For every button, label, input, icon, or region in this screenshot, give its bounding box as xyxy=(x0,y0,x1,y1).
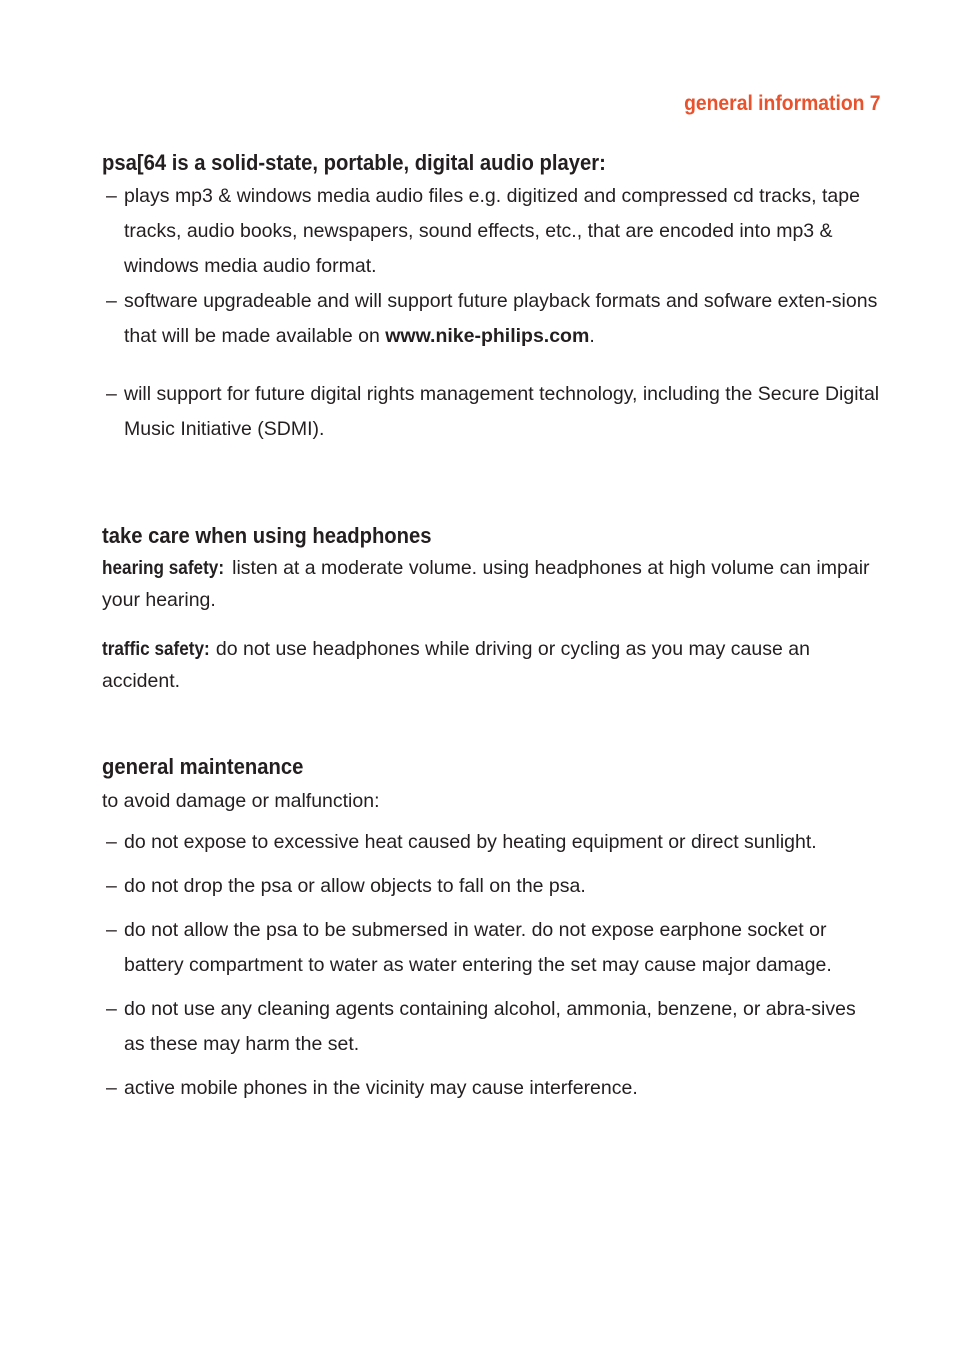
hearing-safety-paragraph: hearing safety: listen at a moderate volume. using headphones at high volume can impair your hearing. xyxy=(102,552,880,616)
list-item: – will support for future digital rights management technology, including the Secure Digital Music Initiative (SDMI). xyxy=(102,377,880,447)
list-item: – do not allow the psa to be submersed in water. do not expose earphone socket or battery compartment to water as water entering the set may cause major damage. xyxy=(102,913,880,983)
section-heading: psa[64 is a solid-state, portable, digital audio player: xyxy=(102,150,606,175)
section-headphones xyxy=(102,520,880,697)
section-heading: take care when using headphones xyxy=(102,523,432,548)
list-item: – active mobile phones in the vicinity may cause interference. xyxy=(102,1071,880,1106)
list-item: – plays mp3 & windows media audio files e.g. digitized and compressed cd tracks, tape tracks, audio books, newspapers, sound effects, etc., that are encoded into mp3 & windows media audio format. xyxy=(102,179,880,284)
maintenance-list xyxy=(102,825,880,1106)
list-item: – do not expose to excessive heat caused by heating equipment or direct sunlight. xyxy=(102,825,880,860)
section-heading: general maintenance xyxy=(102,754,304,779)
list-item: – software upgradeable and will support future playback formats and sofware exten-sions that will be made available on www.nike-philips.com. xyxy=(102,284,880,354)
website-link[interactable]: www.nike-philips.com xyxy=(385,325,590,347)
hearing-safety-label: hearing safety: xyxy=(102,557,225,579)
section-maintenance xyxy=(102,751,880,1115)
traffic-safety-paragraph: traffic safety: do not use headphones while driving or cycling as you may cause an accident. xyxy=(102,633,880,697)
list-item: – do not drop the psa or allow objects to fall on the psa. xyxy=(102,869,880,904)
page-header xyxy=(685,92,881,116)
section-player-description xyxy=(102,147,880,447)
maintenance-intro: to avoid damage or malfunction: xyxy=(102,790,380,812)
section-label: general information 7 xyxy=(684,92,881,115)
feature-list xyxy=(102,179,880,447)
list-item: – do not use any cleaning agents containing alcohol, ammonia, benzene, or abra-sives as these may harm the set. xyxy=(102,992,880,1062)
traffic-safety-label: traffic safety: xyxy=(102,638,210,660)
